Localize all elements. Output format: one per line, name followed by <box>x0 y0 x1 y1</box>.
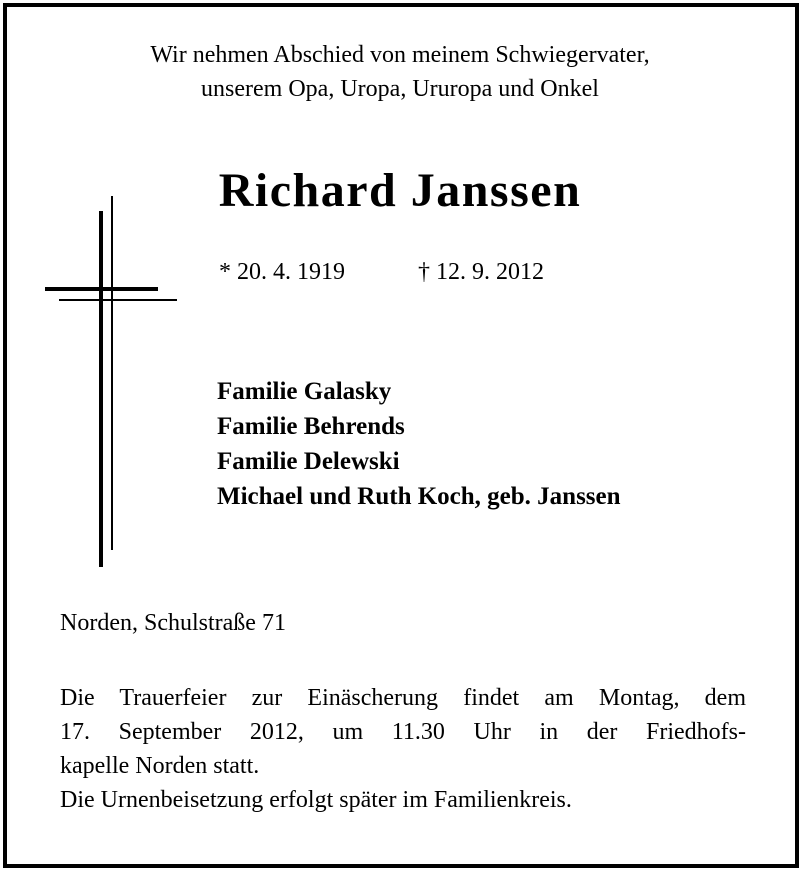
death-date: † 12. 9. 2012 <box>418 259 544 285</box>
intro-line-1: Wir nehmen Abschied von meinem Schwiegervater, <box>150 42 650 68</box>
family-list <box>217 374 621 514</box>
notice-line-1: Die Trauerfeier zur Einäscherung findet am Montag, dem <box>60 685 746 711</box>
notice-line-3: kapelle Norden statt. <box>60 753 260 779</box>
notice-line-2: 17. September 2012, um 11.30 Uhr in der Friedhofs- <box>60 719 746 745</box>
birth-date: * 20. 4. 1919 <box>219 259 345 285</box>
deceased-name: Richard Janssen <box>218 164 582 217</box>
intro-line-2: unserem Opa, Uropa, Ururopa und Onkel <box>201 76 599 102</box>
family-item: Michael und Ruth Koch, geb. Janssen <box>217 483 621 510</box>
address: Norden, Schulstraße 71 <box>60 610 286 636</box>
family-item: Familie Galasky <box>217 378 392 405</box>
family-item: Familie Delewski <box>217 448 400 475</box>
notice-line-4: Die Urnenbeisetzung erfolgt später im Familienkreis. <box>60 787 572 813</box>
cross-icon <box>0 0 200 580</box>
funeral-notice <box>60 681 746 817</box>
family-item: Familie Behrends <box>217 413 405 440</box>
